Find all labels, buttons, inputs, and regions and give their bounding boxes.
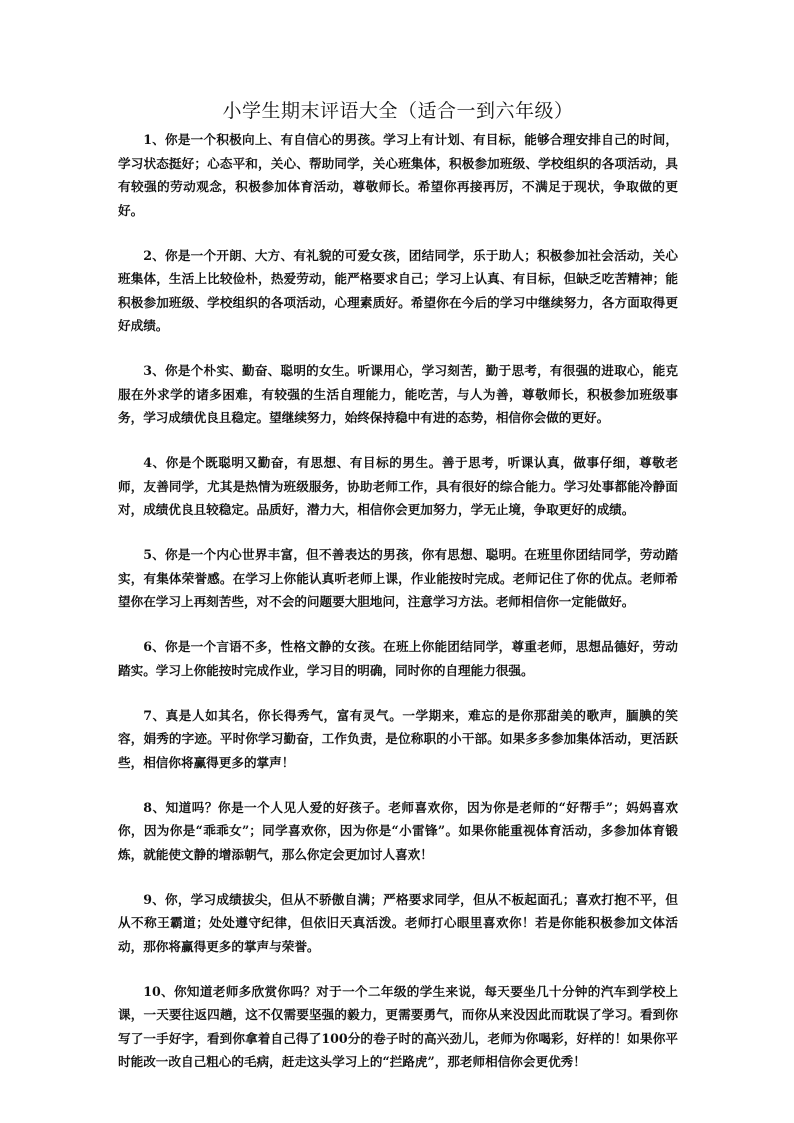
comment-paragraph-2: 2、你是一个开朗、大方、有礼貌的可爱女孩，团结同学，乐于助人；积极参加社会活动，关心班集体，生活上比较俭朴，热爱劳动，能严格要求自己；学习上认真、有目标，但缺乏吃苦精神；能积极参加班级、学校组织的各项活动，心理素质好。希望你在今后的学习中继续努力，各方面取得更好成绩。 (118, 247, 678, 333)
comment-paragraph-5: 5、你是一个内心世界丰富，但不善表达的男孩，你有思想、聪明。在班里你团结同学，劳动踏实，有集体荣誉感。在学习上你能认真听老师上课，作业能按时完成。老师记住了你的优点。老师希望你在学习上再刻苦些，对不会的问题要大胆地问，注意学习方法。老师相信你一定能做好。 (118, 547, 678, 609)
comment-paragraph-4: 4、你是个既聪明又勤奋，有思想、有目标的男生。善于思考，听课认真，做事仔细，尊敬老师，友善同学，尤其是热情为班级服务，协助老师工作，具有很好的综合能力。学习处事都能冷静面对，成绩优良且较稳定。品质好，潜力大，相信你会更加努力，学无止境，争取更好的成绩。 (118, 455, 678, 517)
comment-paragraph-10: 10、你知道老师多欣赏你吗？对于一个二年级的学生来说，每天要坐几十分钟的汽车到学校上课，一天要往返四趟，这不仅需要坚强的毅力，更需要勇气，而你从来没因此而耽误了学习。看到你写了一手好字，看到你拿着自己得了100分的卷子时的高兴劲儿，老师为你喝彩，好样的！如果你平时能改一改自己粗心的毛病，赶走这头学习上的“拦路虎”，那老师相信你会更优秀！ (118, 983, 678, 1069)
comment-paragraph-8: 8、知道吗？你是一个人见人爱的好孩子。老师喜欢你，因为你是老师的“好帮手”；妈妈喜欢你，因为你是“乖乖女”；同学喜欢你，因为你是“小雷锋”。如果你能重视体育活动，多参加体育锻炼，就能使文静的增添朝气，那么你定会更加讨人喜欢！ (118, 799, 678, 862)
comment-paragraph-3: 3、你是个朴实、勤奋、聪明的女生。听课用心，学习刻苦，勤于思考，有很强的进取心，能克服在外求学的诸多困难，有较强的生活自理能力，能吃苦，与人为善，尊敬师长，积极参加班级事务，学习成绩优良且稳定。望继续努力，始终保持稳中有进的态势，相信你会做的更好。 (118, 363, 678, 425)
document-page (118, 98, 678, 1095)
comment-paragraph-7: 7、真是人如其名，你长得秀气，富有灵气。一学期来，难忘的是你那甜美的歌声，腼腆的笑容，娟秀的字迹。平时你学习勤奋，工作负责，是位称职的小干部。如果多多参加集体活动，更活跃些，相信你将赢得更多的掌声！ (118, 707, 678, 770)
comment-paragraph-9: 9、你，学习成绩拔尖，但从不骄傲自满；严格要求同学，但从不板起面孔；喜欢打抱不平，但从不称王霸道；处处遵守纪律，但依旧天真活泼。老师打心眼里喜欢你！若是你能积极参加文体活动，那你将赢得更多的掌声与荣誉。 (118, 891, 678, 954)
comment-paragraph-1: 1、你是一个积极向上、有自信心的男孩。学习上有计划、有目标，能够合理安排自己的时间，学习状态挺好；心态平和，关心、帮助同学，关心班集体，积极参加班级、学校组织的各项活动，具有较强的劳动观念，积极参加体育活动，尊敬师长。希望你再接再厉，不满足于现状，争取做的更好。 (118, 132, 678, 218)
comment-paragraph-6: 6、你是一个言语不多，性格文静的女孩。在班上你能团结同学，尊重老师，思想品德好，劳动踏实。学习上你能按时完成作业，学习目的明确，同时你的自理能力很强。 (118, 639, 678, 678)
document-title: 小学生期末评语大全（适合一到六年级） (222, 100, 574, 122)
